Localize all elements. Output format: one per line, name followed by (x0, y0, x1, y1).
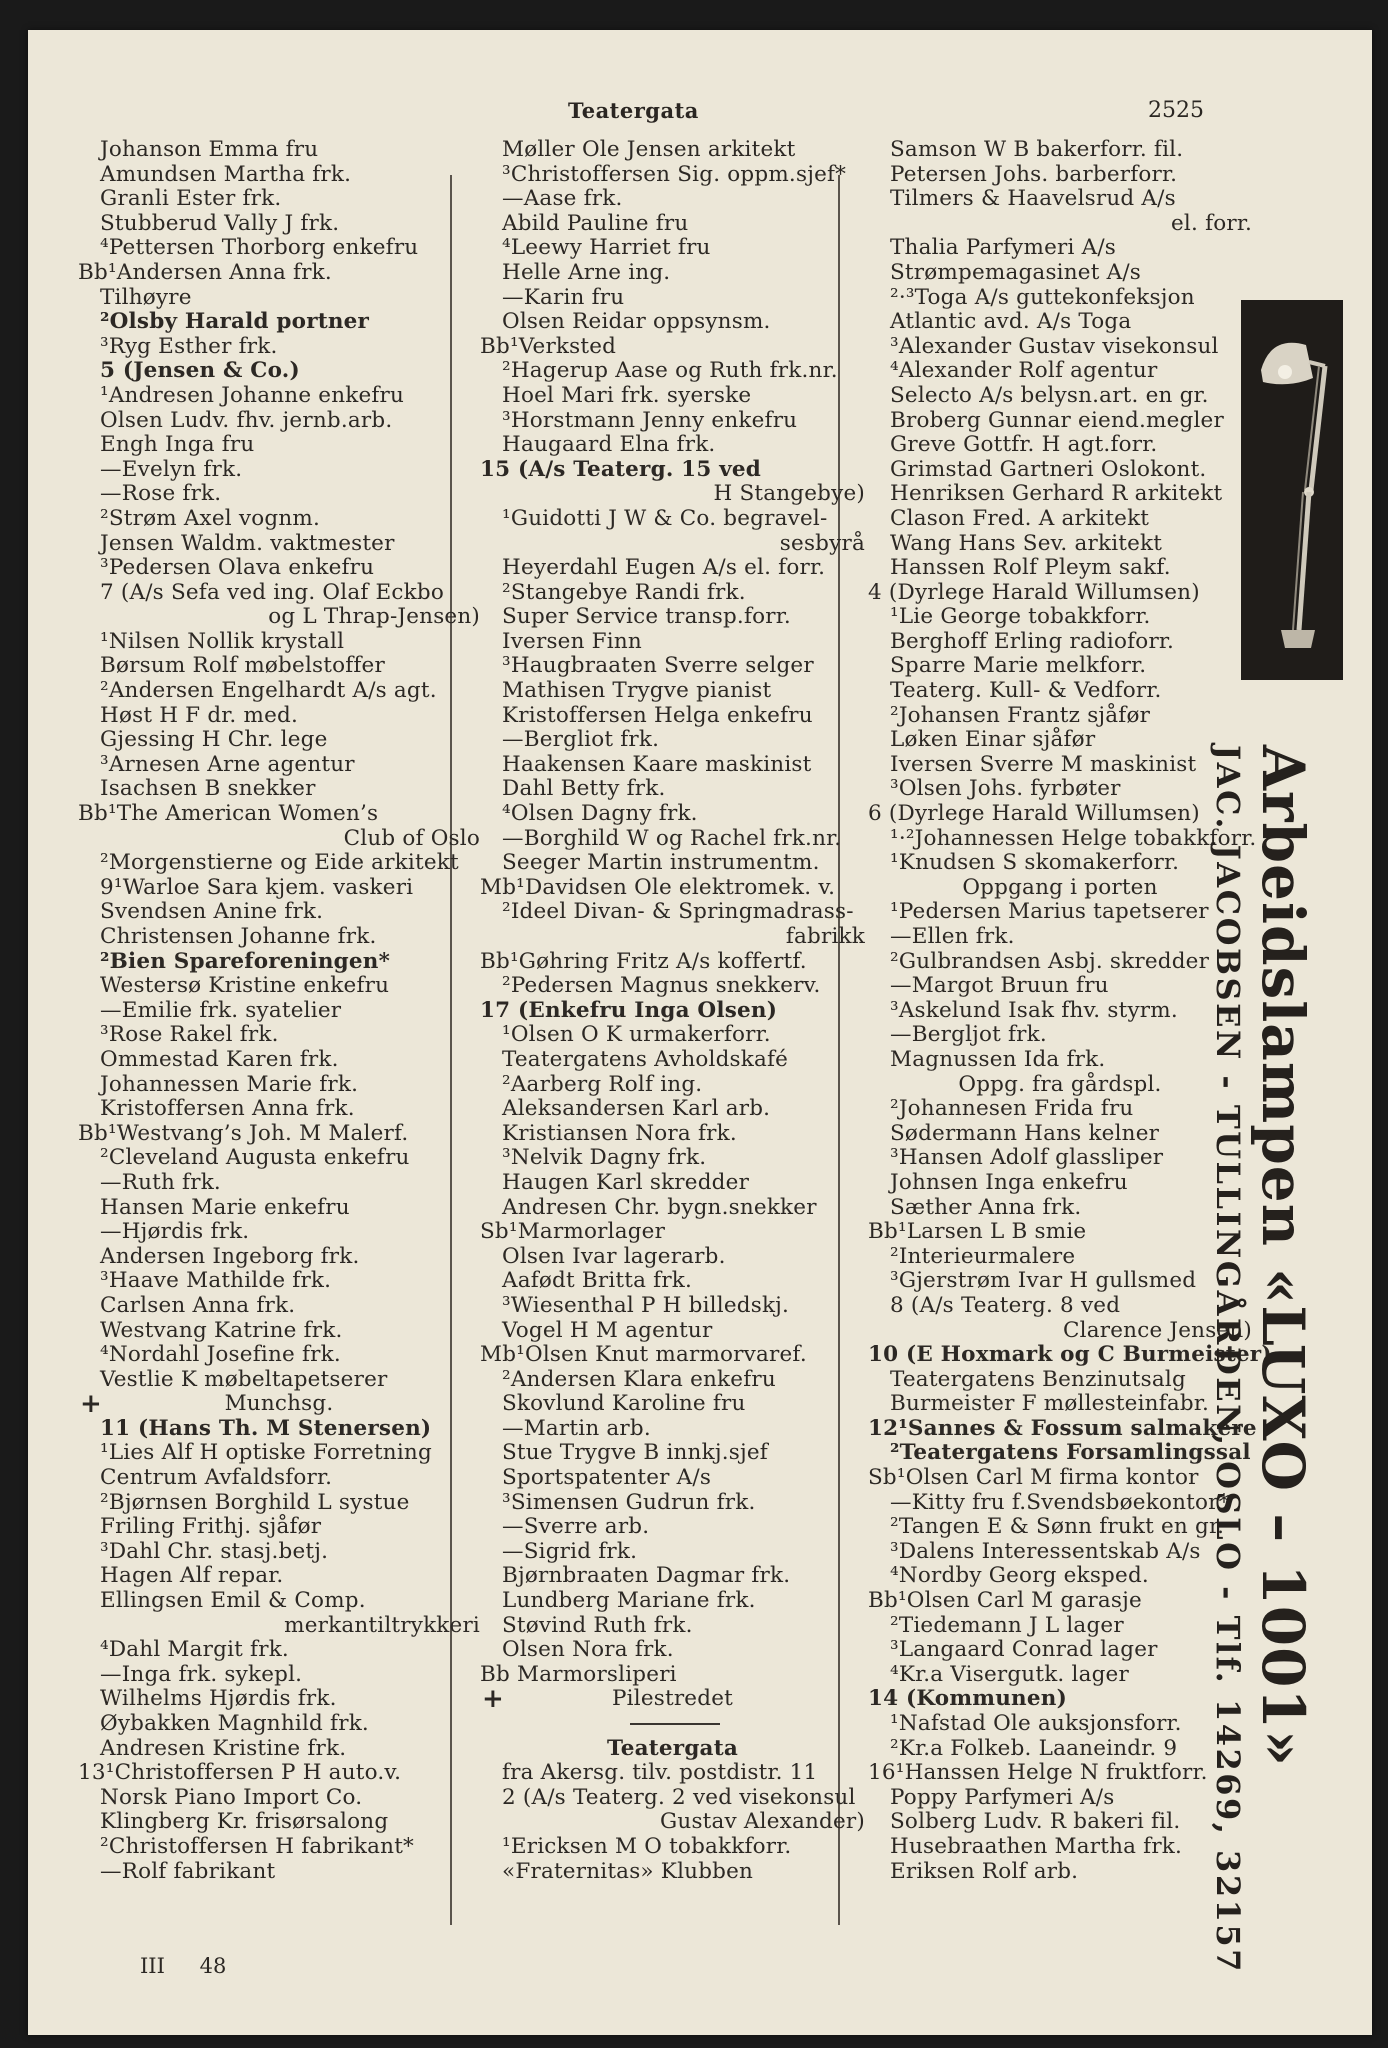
directory-entry: ¹Andresen Johanne enkefru (100, 382, 405, 408)
directory-entry: —Evelyn frk. (100, 456, 243, 482)
directory-entry: Bb¹Olsen Carl M garasje (868, 1588, 1142, 1614)
directory-entry: Bb¹Gøhring Fritz A/s koffertf. (480, 948, 807, 974)
directory-entry: 17 (Enkefru Inga Olsen) (480, 997, 778, 1023)
directory-entry: Mb¹Olsen Knut marmorvaref. (480, 1342, 807, 1368)
directory-entry: ²Johannesen Frida fru (890, 1096, 1134, 1122)
section-rule-line (630, 1723, 720, 1725)
directory-entry: Burmeister F møllesteinfabr. (890, 1391, 1209, 1417)
directory-entry: ²Cleveland Augusta enkefru (100, 1145, 410, 1171)
directory-entry: Stue Trygve B innkj.sjef (502, 1440, 768, 1466)
advertisement-headline: Arbeidslampen «LUXO – 1001» (1249, 745, 1317, 1768)
directory-entry: ²Olsby Harald portner (100, 309, 370, 335)
directory-entry: Wang Hans Sev. arkitekt (890, 530, 1163, 556)
directory-entry: ¹Nafstad Ole auksjonsforr. (890, 1711, 1182, 1736)
directory-entry: —Kitty fru f.Svendsbøekontor* (890, 1489, 1230, 1515)
directory-entry: —Emilie frk. syatelier (100, 997, 342, 1023)
directory-entry: Hansen Marie enkefru (100, 1194, 350, 1220)
directory-entry: Johnsen Inga enkefru (890, 1169, 1128, 1195)
directory-entry: el. forr. (1171, 210, 1252, 236)
cross-street-marker: + (80, 1389, 102, 1420)
directory-entry: ¹Lies Alf H optiske Forretning (100, 1440, 432, 1466)
directory-entry: —Rolf fabrikant (100, 1858, 276, 1884)
directory-entry: Svendsen Anine frk. (100, 899, 324, 925)
directory-entry: ¹Guidotti J W & Co. begravel- (502, 505, 828, 531)
directory-entry: ¹Pedersen Marius tapetserer (890, 899, 1209, 925)
directory-entry: Bb¹Westvang’s Joh. M Malerf. (78, 1120, 409, 1146)
directory-entry: ³Christoffersen Sig. oppm.sjef* (502, 161, 847, 187)
directory-entry: Ellingsen Emil & Comp. (100, 1588, 366, 1614)
directory-entry: Kristiansen Nora frk. (502, 1120, 737, 1146)
directory-entry: 15 (A/s Teaterg. 15 ved (480, 456, 761, 482)
directory-entry: Solberg Ludv. R bakeri fil. (890, 1809, 1181, 1835)
directory-entry: Tilmers & Haavelsrud A/s (890, 186, 1176, 212)
directory-entry: Olsen Ludv. fhv. jernb.arb. (100, 407, 393, 433)
directory-entry: ¹·²Johannessen Helge tobakkforr. (890, 825, 1257, 851)
directory-entry: ²Kr.a Folkeb. Laaneindr. 9 (890, 1735, 1178, 1761)
directory-entry: Teatergata (607, 1735, 738, 1761)
directory-entry: Iversen Sverre M maskinist (890, 751, 1197, 777)
directory-entry: ³Simensen Gudrun frk. (502, 1489, 756, 1515)
directory-entry: 9¹Warloe Sara kjem. vaskeri (100, 874, 414, 900)
directory-entry: ⁴Nordby Georg eksped. (890, 1563, 1149, 1589)
directory-entry: Clarence Jensen) (1063, 1317, 1252, 1343)
directory-entry: ³Arnesen Arne agentur (100, 751, 355, 777)
advertisement-address: JAC. JACOBSEN - TULLINGÅRDEN, OSLO - Tlf. 14269, 32157 (1209, 745, 1247, 1974)
directory-entry: Isachsen B snekker (100, 776, 316, 802)
directory-entry: Sb¹Marmorlager (480, 1219, 666, 1245)
directory-entry: ²Tiedemann J L lager (890, 1612, 1124, 1638)
directory-entry: Selecto A/s belysn.art. en gr. (890, 382, 1209, 408)
directory-entry: Petersen Johs. barberforr. (890, 161, 1178, 187)
directory-entry: Teatergatens Benzinutsalg (890, 1366, 1186, 1392)
directory-entry: Andersen Ingeborg frk. (100, 1243, 360, 1269)
directory-entry: 14 (Kommunen) (868, 1686, 1067, 1712)
directory-entry: Sparre Marie melkforr. (890, 653, 1147, 679)
directory-entry: ¹Ericksen M O tobakkforr. (502, 1833, 792, 1859)
directory-entry: Engh Inga fru (100, 432, 255, 458)
directory-entry: Bb Marmorsliperi (480, 1661, 677, 1687)
cross-street-marker: + (482, 1684, 504, 1715)
directory-entry: 8 (A/s Teaterg. 8 ved (890, 1292, 1121, 1318)
directory-entry: Samson W B bakerforr. fil. (890, 137, 1184, 162)
volume-label: III (140, 1954, 165, 1978)
directory-entry: ²Strøm Axel vognm. (100, 505, 321, 531)
directory-entry: ⁴Olsen Dagny frk. (502, 801, 698, 827)
directory-entry: —Ellen frk. (890, 924, 1015, 949)
directory-entry: ³Ryg Esther frk. (100, 333, 278, 359)
directory-entry: Westersø Kristine enkefru (100, 973, 390, 999)
directory-entry: Super Service transp.forr. (502, 604, 791, 630)
section-rule (480, 1712, 865, 1737)
directory-entry: ²Teatergatens Forsamlingssal (890, 1440, 1251, 1466)
directory-entry: —Bergliot frk. (502, 727, 660, 753)
directory-entry: Magnussen Ida frk. (890, 1046, 1106, 1072)
directory-entry: Øybakken Magnhild frk. (100, 1711, 369, 1736)
directory-entry: Thalia Parfymeri A/s (890, 235, 1117, 261)
directory-entry: Oppgang i porten (962, 874, 1158, 900)
directory-entry: ³Askelund Isak fhv. styrm. (890, 997, 1178, 1023)
directory-entry: Olsen Reidar oppsynsm. (502, 309, 771, 335)
directory-entry: Husebraathen Martha frk. (890, 1833, 1183, 1859)
directory-entry: ³Wiesenthal P H billedskj. (502, 1292, 790, 1318)
directory-entry: Ommestad Karen frk. (100, 1046, 339, 1072)
directory-entry: Sødermann Hans kelner (890, 1120, 1160, 1146)
directory-entry: ⁴Alexander Rolf agentur (890, 358, 1158, 384)
directory-entry: Sportspatenter A/s (502, 1465, 712, 1491)
directory-entry: Kristoffersen Helga enkefru (502, 702, 813, 728)
directory-entry: sesbyrå (779, 530, 865, 556)
directory-entry: ³Haave Mathilde frk. (100, 1268, 332, 1294)
directory-entry: ³Haugbraaten Sverre selger (502, 653, 814, 679)
page-footer (140, 1954, 254, 1978)
directory-entry: Bb¹Larsen L B smie (868, 1219, 1087, 1245)
advertisement (1208, 745, 1318, 1974)
directory-entry: Gjessing H Chr. lege (100, 727, 328, 753)
directory-entry: 16¹Hanssen Helge N fruktforr. (868, 1760, 1208, 1786)
directory-entry: Carlsen Anna frk. (100, 1292, 296, 1318)
directory-entry: Aleksandersen Karl arb. (502, 1096, 771, 1122)
directory-entry: Haugen Karl skredder (502, 1169, 750, 1195)
directory-entry: ³Dalens Interessentskab A/s (890, 1538, 1201, 1564)
directory-entry: ²·³Toga A/s guttekonfeksjon (890, 284, 1195, 310)
directory-entry: Amundsen Martha frk. (100, 161, 352, 187)
directory-entry: —Aase frk. (502, 186, 623, 212)
directory-entry: Wilhelms Hjørdis frk. (100, 1686, 337, 1712)
directory-entry: Bb¹Verksted (480, 333, 617, 359)
directory-entry: Johanson Emma fru (100, 137, 319, 162)
directory-entry: Centrum Avfaldsforr. (100, 1465, 333, 1491)
directory-entry: Broberg Gunnar eiend.megler (890, 407, 1224, 433)
directory-entry: ³Nelvik Dagny frk. (502, 1145, 707, 1171)
directory-entry: ²Aarberg Rolf ing. (502, 1071, 703, 1097)
directory-entry: ³Hansen Adolf glassliper (890, 1145, 1164, 1171)
directory-entry: Greve Gottfr. H agt.forr. (890, 432, 1158, 458)
directory-entry: ²Pedersen Magnus snekkerv. (502, 973, 821, 999)
directory-entry: ³Pedersen Olava enkefru (100, 555, 375, 581)
directory-entry: 12¹Sannes & Fossum salmakere (868, 1415, 1257, 1441)
directory-entry: Tilhøyre (100, 284, 192, 310)
directory-entry: Klingberg Kr. frisørsalong (100, 1809, 389, 1835)
directory-entry: Teaterg. Kull- & Vedforr. (890, 678, 1162, 704)
directory-entry: 2 (A/s Teaterg. 2 ved visekonsul (502, 1784, 856, 1810)
directory-entry: Aafødt Britta frk. (502, 1268, 693, 1294)
directory-column-2 (480, 138, 865, 1884)
directory-page (28, 30, 1372, 2035)
directory-entry: ¹Olsen O K urmakerforr. (502, 1022, 771, 1048)
directory-entry: Stubberud Vally J frk. (100, 210, 340, 236)
directory-entry: 6 (Dyrlege Harald Willumsen) (868, 801, 1200, 827)
directory-entry: Olsen Ivar lagerarb. (502, 1243, 726, 1269)
directory-entry: ³Horstmann Jenny enkefru (502, 407, 798, 433)
directory-entry: Norsk Piano Import Co. (100, 1784, 363, 1810)
directory-entry: Munchsg. + (80, 1389, 334, 1420)
directory-column-3 (868, 137, 1272, 1884)
directory-entry: Dahl Betty frk. (502, 776, 666, 802)
directory-entry: Clason Fred. A arkitekt (890, 505, 1150, 531)
directory-entry: ²Andersen Klara enkefru (502, 1366, 776, 1392)
directory-entry: ¹Lie George tobakkforr. (890, 604, 1151, 630)
directory-entry: —Martin arb. (502, 1415, 651, 1441)
lamp-illustration (1241, 300, 1343, 680)
directory-entry: Friling Frithj. sjåfør (100, 1514, 322, 1540)
directory-entry: ¹Knudsen S skomakerforr. (890, 850, 1180, 876)
directory-entry: —Borghild W og Rachel frk.nr. (502, 825, 842, 851)
directory-entry: —Rose frk. (100, 481, 222, 507)
directory-entry: ³Dahl Chr. stasj.betj. (100, 1538, 329, 1564)
directory-entry: ⁴Dahl Margit frk. (100, 1637, 289, 1663)
directory-entry: ³Gjerstrøm Ivar H gullsmed (890, 1268, 1197, 1294)
directory-entry: —Karin fru (502, 284, 625, 310)
directory-entry: ⁴Kr.a Visergutk. lager (890, 1661, 1129, 1687)
directory-entry: Berghoff Erling radioforr. (890, 628, 1175, 654)
directory-entry: Løken Einar sjåfør (890, 727, 1096, 753)
lamp-icon (1241, 300, 1343, 680)
directory-entry: ²Johansen Frantz sjåfør (890, 702, 1151, 728)
directory-entry: Haugaard Elna frk. (502, 432, 716, 458)
directory-entry: 10 (E Hoxmark og C Burmeister) (868, 1342, 1272, 1368)
directory-entry: Helle Arne ing. (502, 259, 671, 285)
directory-entry: ²Bien Spareforeningen* (100, 948, 391, 974)
directory-entry: ²Ideel Divan- & Springmadrass- (502, 899, 854, 925)
directory-entry: Teatergatens Avholdskafé (502, 1046, 789, 1072)
directory-entry: Hagen Alf repar. (100, 1563, 284, 1589)
directory-entry: Børsum Rolf møbelstoffer (100, 653, 385, 679)
directory-entry: Gustav Alexander) (660, 1809, 865, 1835)
directory-entry: —Hjørdis frk. (100, 1219, 250, 1245)
directory-entry: Iversen Finn (502, 628, 642, 654)
directory-entry: Andresen Chr. bygn.snekker (502, 1194, 817, 1220)
directory-entry: Pilestredet + (482, 1684, 733, 1715)
directory-entry: 13¹Christoffersen P H auto.v. (78, 1760, 402, 1786)
directory-entry: ³Olsen Johs. fyrbøter (890, 776, 1121, 802)
directory-entry: Grimstad Gartneri Oslokont. (890, 456, 1207, 482)
directory-entry: Haakensen Kaare maskinist (502, 751, 812, 777)
directory-entry: ²Stangebye Randi frk. (502, 579, 746, 605)
directory-entry: ³Rose Rakel frk. (100, 1022, 279, 1048)
directory-entry: Sb¹Olsen Carl M firma kontor (868, 1465, 1199, 1491)
directory-entry: Henriksen Gerhard R arkitekt (890, 481, 1223, 507)
directory-entry: 7 (A/s Sefa ved ing. Olaf Eckbo (100, 579, 445, 605)
directory-entry: Olsen Nora frk. (502, 1637, 674, 1663)
directory-entry: ²Bjørnsen Borghild L systue (100, 1489, 410, 1515)
directory-entry: Bb¹Andersen Anna frk. (78, 259, 332, 285)
directory-entry: Poppy Parfymeri A/s (890, 1784, 1115, 1810)
page-title: Teatergata (568, 98, 699, 123)
directory-entry: H Stangebye) (713, 481, 865, 507)
directory-entry: —Sigrid frk. (502, 1538, 638, 1564)
directory-entry: Støvind Ruth frk. (502, 1612, 693, 1638)
directory-entry: ³Langaard Conrad lager (890, 1637, 1158, 1663)
directory-entry: ²Tangen E & Sønn frukt en gr. (890, 1514, 1225, 1540)
directory-entry: Abild Pauline fru (502, 210, 689, 236)
directory-entry: Christensen Johanne frk. (100, 924, 377, 949)
directory-entry: Mathisen Trygve pianist (502, 678, 772, 704)
directory-entry: 5 (Jensen & Co.) (100, 358, 300, 384)
directory-entry: merkantiltrykkeri (284, 1612, 480, 1638)
directory-entry: ³Alexander Gustav visekonsul (890, 333, 1219, 359)
directory-entry: 4 (Dyrlege Harald Willumsen) (868, 579, 1200, 605)
directory-entry: Club of Oslo (343, 825, 480, 851)
directory-entry: —Bergljot frk. (890, 1022, 1047, 1048)
directory-entry: ⁴Nordahl Josefine frk. (100, 1342, 341, 1368)
directory-entry: Skovlund Karoline fru (502, 1391, 746, 1417)
directory-entry: «Fraternitas» Klubben (502, 1858, 754, 1884)
directory-entry: ²Gulbrandsen Asbj. skredder (890, 948, 1210, 974)
directory-entry: og L Thrap-Jensen) (268, 604, 480, 630)
directory-entry: Vogel H M agentur (502, 1317, 713, 1343)
directory-entry: Vestlie K møbeltapetserer (100, 1366, 388, 1392)
directory-entry: —Inga frk. sykepl. (100, 1661, 303, 1687)
directory-entry: Oppg. fra gårdspl. (958, 1071, 1162, 1097)
directory-entry: ²Christoffersen H fabrikant* (100, 1833, 415, 1859)
directory-entry: ²Morgenstierne og Eide arkitekt (100, 850, 459, 876)
directory-entry: Bb¹The American Women’s (78, 801, 379, 827)
directory-entry: Atlantic avd. A/s Toga (890, 309, 1132, 335)
directory-entry: Heyerdahl Eugen A/s el. forr. (502, 555, 826, 581)
directory-entry: Westvang Katrine frk. (100, 1317, 343, 1343)
directory-entry: Granli Ester frk. (100, 186, 282, 212)
directory-entry: Seeger Martin instrumentm. (502, 850, 820, 876)
directory-entry: fra Akersg. tilv. postdistr. 11 (502, 1760, 818, 1786)
directory-entry: —Sverre arb. (502, 1514, 650, 1540)
directory-entry: ⁴Leewy Harriet fru (502, 235, 711, 261)
directory-entry: Johannessen Marie frk. (100, 1071, 359, 1097)
directory-entry: Jensen Waldm. vaktmester (100, 530, 395, 556)
directory-entry: Sæther Anna frk. (890, 1194, 1082, 1220)
directory-entry: Andresen Kristine frk. (100, 1735, 347, 1761)
directory-entry: ⁴Pettersen Thorborg enkefru (100, 235, 419, 261)
directory-entry: Hanssen Rolf Pleym sakf. (890, 555, 1171, 581)
footer-number: 48 (199, 1954, 227, 1978)
directory-entry: Bjørnbraaten Dagmar frk. (502, 1563, 791, 1589)
directory-entry: ¹Nilsen Nollik krystall (100, 628, 345, 654)
directory-column-1 (78, 138, 480, 1884)
directory-entry: Lundberg Mariane frk. (502, 1588, 756, 1614)
directory-entry: Strømpemagasinet A/s (890, 259, 1142, 285)
directory-entry: ²Hagerup Aase og Ruth frk.nr. (502, 358, 838, 384)
directory-entry: Høst H F dr. med. (100, 702, 298, 728)
directory-entry: Mb¹Davidsen Ole elektromek. v. (480, 874, 836, 900)
directory-entry: Møller Ole Jensen arkitekt (502, 137, 796, 162)
directory-entry: 11 (Hans Th. M Stenersen) (100, 1415, 432, 1441)
directory-entry: fabrikk (785, 924, 865, 949)
directory-entry: ²Andersen Engelhardt A/s agt. (100, 678, 437, 704)
directory-entry: —Margot Bruun fru (890, 973, 1109, 999)
directory-entry: ²Interieurmalere (890, 1243, 1076, 1269)
directory-entry: Hoel Mari frk. syerske (502, 382, 752, 408)
directory-entry: Eriksen Rolf arb. (890, 1858, 1079, 1884)
page-number: 2525 (1148, 98, 1204, 123)
directory-entry: Kristoffersen Anna frk. (100, 1096, 355, 1122)
directory-entry: —Ruth frk. (100, 1169, 221, 1195)
